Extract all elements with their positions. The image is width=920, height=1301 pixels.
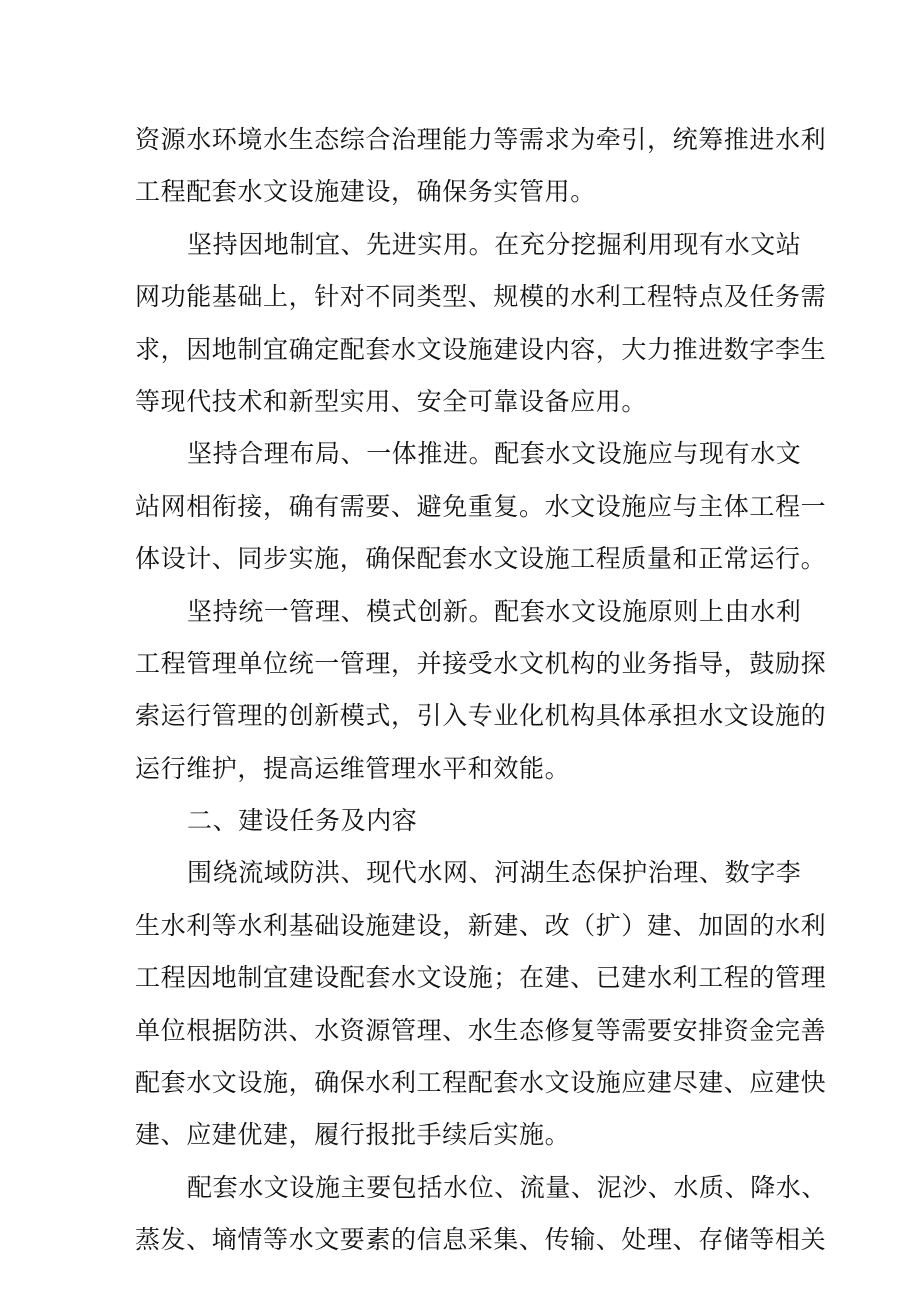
- text-line: 工程管理单位统一管理，并接受水文机构的业务指导，鼓励探: [135, 648, 827, 678]
- text-line: 生水利等水利基础设施建设，新建、改（扩）建、加固的水利: [135, 910, 827, 940]
- text-line: 运行维护，提高运维管理水平和效能。: [135, 753, 571, 783]
- text-line: 围绕流域防洪、现代水网、河湖生态保护治理、数字李: [187, 858, 802, 888]
- paragraph-heading-line: 坚持因地制宜、先进实用。在充分挖掘利用现有水文站: [187, 229, 802, 259]
- text-line: 工程因地制宜建设配套水文设施；在建、已建水利工程的管理: [135, 963, 827, 993]
- text-line: 等现代技术和新型实用、安全可靠设备应用。: [135, 386, 648, 416]
- text-line: 配套水文设施，确保水利工程配套水文设施应建尽建、应建快: [135, 1068, 827, 1098]
- section-heading: 二、建设任务及内容: [187, 806, 418, 836]
- text-line: 配套水文设施主要包括水位、流量、泥沙、水质、降水、: [187, 1172, 828, 1202]
- paragraph-heading-line: 坚持合理布局、一体推进。配套水文设施应与现有水文: [187, 439, 802, 469]
- text-line: 蒸发、墒情等水文要素的信息采集、传输、处理、存储等相关: [135, 1225, 827, 1255]
- text-line: 单位根据防洪、水资源管理、水生态修复等需要安排资金完善: [135, 1015, 827, 1045]
- text-line: 索运行管理的创新模式，引入专业化机构具体承担水文设施的: [135, 701, 827, 731]
- text-line: 站网相衔接，确有需要、避免重复。水文设施应与主体工程一: [135, 491, 827, 521]
- text-line: 建、应建优建，履行报批手续后实施。: [135, 1120, 571, 1150]
- text-line: 求，因地制宜确定配套水文设施建设内容，大力推进数字李生: [135, 334, 827, 364]
- paragraph-heading-line: 坚持统一管理、模式创新。配套水文设施原则上由水利: [187, 596, 802, 626]
- text-line: 资源水环境水生态综合治理能力等需求为牵引，统筹推进水利: [135, 125, 827, 154]
- text-line: 工程配套水文设施建设，确保务实管用。: [135, 177, 596, 207]
- text-line: 网功能基础上，针对不同类型、规模的水利工程特点及任务需: [135, 282, 827, 312]
- document-body: [135, 114, 828, 1267]
- text-line: 体设计、同步实施，确保配套水文设施工程质量和正常运行。: [135, 544, 827, 574]
